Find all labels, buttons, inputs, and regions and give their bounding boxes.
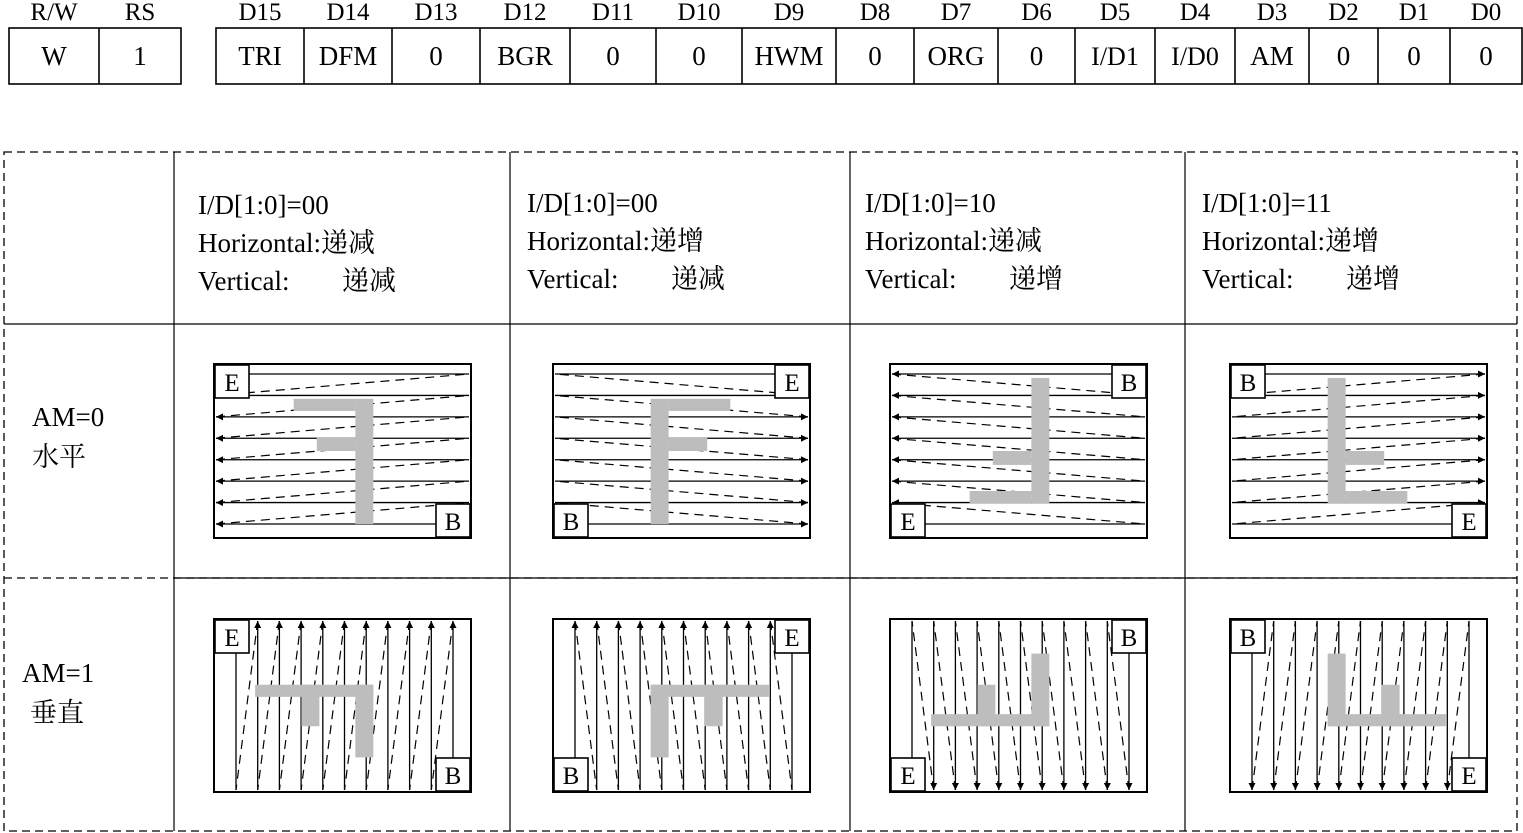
bit-name-d5: D5 <box>1099 0 1131 26</box>
bit-value-d12: BGR <box>497 41 553 71</box>
id-setting: I/D[1:0]=00 <box>527 188 658 218</box>
begin-marker: B <box>444 763 462 790</box>
bit-name-d8: D8 <box>859 0 891 26</box>
glyph-stroke <box>317 437 356 451</box>
panel-am1-11 <box>1230 619 1487 792</box>
glyph-stroke <box>1346 491 1408 503</box>
bit-name-d15: D15 <box>238 0 282 26</box>
begin-marker: B <box>1120 370 1138 397</box>
bit-name-d7: D7 <box>940 0 972 26</box>
glyph-stroke <box>355 685 373 758</box>
glyph-stroke <box>355 399 373 524</box>
bit-value-d1: 0 <box>1407 41 1421 71</box>
panel-am1-10 <box>890 619 1147 792</box>
bit-value-d6: 0 <box>1029 41 1044 71</box>
end-marker: E <box>784 625 800 652</box>
am-setting: AM=1 <box>22 658 95 688</box>
id-setting: I/D[1:0]=10 <box>865 188 996 218</box>
vertical-direction: 递增 <box>1346 264 1400 294</box>
bit-name-d9: D9 <box>773 0 805 26</box>
column-header-00a <box>198 190 396 296</box>
bit-name-d2: D2 <box>1328 0 1359 26</box>
panel-am0-00a <box>214 364 471 538</box>
bit-value-d14: DFM <box>318 41 378 71</box>
end-marker: E <box>784 370 800 397</box>
vertical-label: Vertical: <box>1202 264 1294 294</box>
glyph-stroke <box>669 437 708 451</box>
bit-name-d10: D10 <box>677 0 721 26</box>
glyph-stroke <box>301 685 319 727</box>
bit-name-d3: D3 <box>1256 0 1288 26</box>
rw-value: W <box>41 41 67 71</box>
bit-name-d13: D13 <box>414 0 458 26</box>
bit-name-d1: D1 <box>1398 0 1430 26</box>
panel-am0-00b <box>553 364 810 538</box>
bit-value-d9: HWM <box>754 41 824 71</box>
glyph-stroke <box>977 685 995 727</box>
bit-name-d0: D0 <box>1470 0 1502 26</box>
id-setting: I/D[1:0]=11 <box>1202 188 1332 218</box>
glyph-stroke <box>993 451 1032 465</box>
end-marker: E <box>900 763 916 790</box>
end-marker: E <box>1461 763 1477 790</box>
rw-header: R/W <box>30 0 78 26</box>
glyph-stroke <box>970 491 1032 503</box>
panel-frame <box>890 619 1147 792</box>
vertical-direction: 递增 <box>1009 264 1063 294</box>
vertical-direction: 递减 <box>671 264 725 294</box>
begin-marker: B <box>1239 370 1257 397</box>
glyph-stroke <box>1328 378 1346 503</box>
begin-marker: B <box>444 509 462 536</box>
column-header-00b <box>527 188 725 294</box>
rs-value: 1 <box>133 41 147 71</box>
glyph-stroke <box>651 685 669 758</box>
bit-value-d7: ORG <box>927 41 985 71</box>
bit-value-d13: 0 <box>429 41 443 71</box>
panel-am1-00b <box>553 619 810 792</box>
bit-value-d8: 0 <box>868 41 882 71</box>
end-marker: E <box>224 625 240 652</box>
bit-value-d4: I/D0 <box>1171 42 1219 71</box>
row-label-am0 <box>32 402 104 472</box>
bit-name-d6: D6 <box>1021 0 1052 26</box>
panel-frame <box>1230 619 1487 792</box>
glyph-stroke <box>705 685 723 727</box>
end-marker: E <box>1461 509 1477 536</box>
glyph-stroke <box>294 399 356 411</box>
am-mode: 垂直 <box>30 698 84 728</box>
panel-frame <box>214 619 471 792</box>
bit-value-d0: 0 <box>1479 41 1493 71</box>
rs-header: RS <box>124 0 156 26</box>
am-mode: 水平 <box>32 442 86 472</box>
bit-value-d5: I/D1 <box>1091 42 1139 71</box>
begin-marker: B <box>1120 625 1138 652</box>
id-setting: I/D[1:0]=00 <box>198 190 329 220</box>
bit-value-d10: 0 <box>692 41 706 71</box>
bit-value-d2: 0 <box>1336 41 1351 71</box>
horizontal-direction: Horizontal:递减 <box>865 226 1042 256</box>
row-label-am1 <box>22 658 94 728</box>
vertical-label: Vertical: <box>865 264 957 294</box>
panel-frame <box>553 619 810 792</box>
end-marker: E <box>224 370 240 397</box>
control-bits-frame <box>9 28 181 84</box>
begin-marker: B <box>562 509 580 536</box>
column-header-10 <box>865 188 1063 294</box>
bit-value-d15: TRI <box>238 41 282 71</box>
glyph-stroke <box>1346 451 1385 465</box>
vertical-direction: 递减 <box>342 266 396 296</box>
panel-am1-00a <box>214 619 471 792</box>
panel-am0-11 <box>1230 364 1487 538</box>
bit-value-d3: AM <box>1250 41 1294 71</box>
column-header-11 <box>1202 188 1400 294</box>
glyph-stroke <box>669 399 731 411</box>
glyph-stroke <box>1031 378 1049 503</box>
vertical-label: Vertical: <box>527 264 619 294</box>
glyph-stroke <box>1328 654 1346 727</box>
end-marker: E <box>900 509 916 536</box>
glyph-stroke <box>1031 654 1049 727</box>
bit-name-d11: D11 <box>591 0 635 26</box>
begin-marker: B <box>1239 625 1257 652</box>
bit-value-d11: 0 <box>606 41 620 71</box>
begin-marker: B <box>562 763 580 790</box>
horizontal-direction: Horizontal:递增 <box>1202 226 1379 256</box>
bit-name-d12: D12 <box>503 0 547 26</box>
vertical-label: Vertical: <box>198 266 290 296</box>
bit-name-d14: D14 <box>326 0 370 26</box>
am-setting: AM=0 <box>32 402 105 432</box>
horizontal-direction: Horizontal:递减 <box>198 228 375 258</box>
horizontal-direction: Horizontal:递增 <box>527 226 704 256</box>
register-bit-table <box>9 0 1522 84</box>
glyph-stroke <box>651 399 669 524</box>
bit-name-d4: D4 <box>1179 0 1211 26</box>
glyph-stroke <box>1382 685 1400 727</box>
panel-am0-10 <box>890 364 1147 538</box>
